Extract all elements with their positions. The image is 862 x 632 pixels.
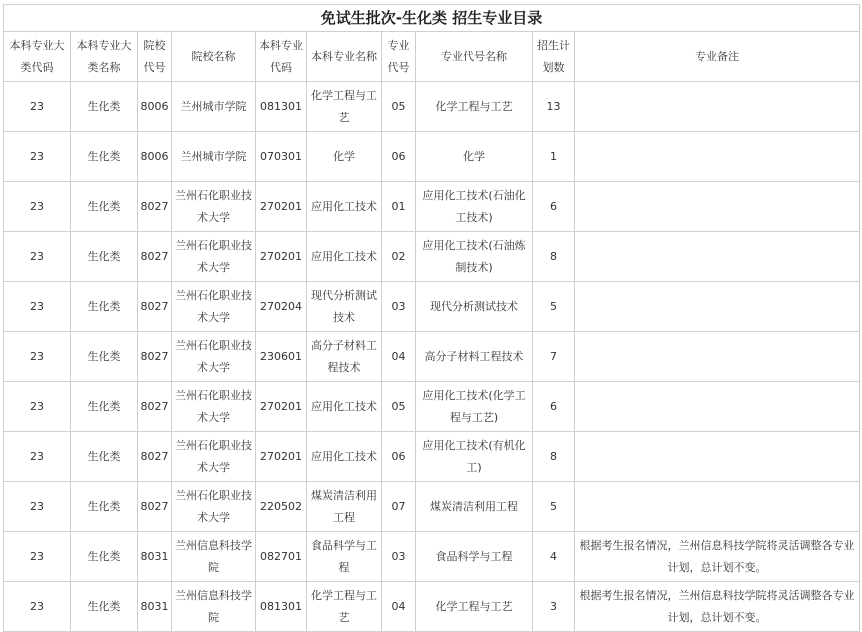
column-header: 专业代号名称 bbox=[416, 32, 533, 82]
column-header: 本科专业代码 bbox=[256, 32, 307, 82]
remark-cell bbox=[575, 332, 860, 382]
table-row bbox=[4, 432, 860, 482]
table-cell: 082701 bbox=[256, 532, 307, 582]
table-cell: 8006 bbox=[138, 82, 172, 132]
table-cell: 应用化工技术(化学工程与工艺) bbox=[416, 382, 533, 432]
table-cell: 6 bbox=[533, 182, 575, 232]
table-cell: 23 bbox=[4, 232, 71, 282]
table-cell: 生化类 bbox=[71, 482, 138, 532]
table-cell: 23 bbox=[4, 432, 71, 482]
table-cell: 煤炭清洁利用工程 bbox=[416, 482, 533, 532]
remark-cell bbox=[575, 382, 860, 432]
table-cell: 5 bbox=[533, 282, 575, 332]
column-header: 招生计划数 bbox=[533, 32, 575, 82]
table-cell: 食品科学与工程 bbox=[416, 532, 533, 582]
table-cell: 食品科学与工程 bbox=[307, 532, 382, 582]
remark-cell bbox=[575, 432, 860, 482]
table-cell: 兰州城市学院 bbox=[172, 132, 256, 182]
table-cell: 兰州城市学院 bbox=[172, 82, 256, 132]
table-cell: 应用化工技术(石油化工技术) bbox=[416, 182, 533, 232]
table-cell: 生化类 bbox=[71, 282, 138, 332]
table-cell: 8027 bbox=[138, 282, 172, 332]
table-cell: 8027 bbox=[138, 432, 172, 482]
table-cell: 05 bbox=[382, 82, 416, 132]
table-cell: 兰州石化职业技术大学 bbox=[172, 282, 256, 332]
table-cell: 生化类 bbox=[71, 582, 138, 632]
table-cell: 081301 bbox=[256, 82, 307, 132]
table-cell: 270201 bbox=[256, 182, 307, 232]
table-cell: 07 bbox=[382, 482, 416, 532]
table-cell: 23 bbox=[4, 282, 71, 332]
table-cell: 兰州石化职业技术大学 bbox=[172, 182, 256, 232]
table-cell: 8027 bbox=[138, 482, 172, 532]
table-cell: 03 bbox=[382, 532, 416, 582]
remark-cell bbox=[575, 182, 860, 232]
table-cell: 8031 bbox=[138, 532, 172, 582]
column-header: 院校代号 bbox=[138, 32, 172, 82]
table-cell: 化学 bbox=[416, 132, 533, 182]
table-cell: 8027 bbox=[138, 182, 172, 232]
table-cell: 23 bbox=[4, 532, 71, 582]
table-cell: 270204 bbox=[256, 282, 307, 332]
header-row bbox=[4, 32, 860, 82]
table-cell: 8027 bbox=[138, 232, 172, 282]
table-cell: 化学工程与工艺 bbox=[307, 582, 382, 632]
table-cell: 兰州石化职业技术大学 bbox=[172, 332, 256, 382]
table-cell: 270201 bbox=[256, 232, 307, 282]
table-row bbox=[4, 282, 860, 332]
table-cell: 02 bbox=[382, 232, 416, 282]
table-cell: 化学工程与工艺 bbox=[307, 82, 382, 132]
table-row bbox=[4, 332, 860, 382]
table-cell: 8027 bbox=[138, 332, 172, 382]
table-cell: 1 bbox=[533, 132, 575, 182]
table-cell: 生化类 bbox=[71, 432, 138, 482]
table-cell: 生化类 bbox=[71, 182, 138, 232]
table-cell: 23 bbox=[4, 132, 71, 182]
remark-cell bbox=[575, 82, 860, 132]
table-cell: 270201 bbox=[256, 432, 307, 482]
column-header: 院校名称 bbox=[172, 32, 256, 82]
remark-cell: 根据考生报名情况，兰州信息科技学院将灵活调整各专业计划，总计划不变。 bbox=[575, 582, 860, 632]
table-row bbox=[4, 132, 860, 182]
table-cell: 现代分析测试技术 bbox=[416, 282, 533, 332]
table-cell: 06 bbox=[382, 432, 416, 482]
table-cell: 兰州信息科技学院 bbox=[172, 532, 256, 582]
table-cell: 应用化工技术(有机化工) bbox=[416, 432, 533, 482]
column-header: 本科专业大类名称 bbox=[71, 32, 138, 82]
column-header: 专业代号 bbox=[382, 32, 416, 82]
table-cell: 现代分析测试技术 bbox=[307, 282, 382, 332]
table-cell: 应用化工技术 bbox=[307, 232, 382, 282]
remark-cell bbox=[575, 132, 860, 182]
table-cell: 03 bbox=[382, 282, 416, 332]
column-header: 本科专业名称 bbox=[307, 32, 382, 82]
table-cell: 01 bbox=[382, 182, 416, 232]
table-cell: 230601 bbox=[256, 332, 307, 382]
page-title: 免试生批次-生化类 招生专业目录 bbox=[4, 5, 860, 32]
table-cell: 081301 bbox=[256, 582, 307, 632]
table-cell: 7 bbox=[533, 332, 575, 382]
column-header: 本科专业大类代码 bbox=[4, 32, 71, 82]
table-row bbox=[4, 532, 860, 582]
table-cell: 应用化工技术(石油炼制技术) bbox=[416, 232, 533, 282]
catalog-table bbox=[3, 4, 860, 632]
table-cell: 生化类 bbox=[71, 82, 138, 132]
table-cell: 5 bbox=[533, 482, 575, 532]
table-cell: 生化类 bbox=[71, 332, 138, 382]
table-body bbox=[4, 82, 860, 632]
table-cell: 23 bbox=[4, 332, 71, 382]
remark-cell bbox=[575, 482, 860, 532]
table-cell: 应用化工技术 bbox=[307, 432, 382, 482]
table-cell: 生化类 bbox=[71, 382, 138, 432]
table-cell: 05 bbox=[382, 382, 416, 432]
table-cell: 04 bbox=[382, 582, 416, 632]
table-cell: 应用化工技术 bbox=[307, 182, 382, 232]
table-cell: 06 bbox=[382, 132, 416, 182]
table-cell: 6 bbox=[533, 382, 575, 432]
table-cell: 化学工程与工艺 bbox=[416, 582, 533, 632]
table-cell: 生化类 bbox=[71, 532, 138, 582]
table-cell: 化学工程与工艺 bbox=[416, 82, 533, 132]
table-cell: 070301 bbox=[256, 132, 307, 182]
table-cell: 高分子材料工程技术 bbox=[307, 332, 382, 382]
table-cell: 4 bbox=[533, 532, 575, 582]
table-row bbox=[4, 582, 860, 632]
table-cell: 04 bbox=[382, 332, 416, 382]
table-cell: 23 bbox=[4, 182, 71, 232]
table-cell: 8 bbox=[533, 232, 575, 282]
table-cell: 高分子材料工程技术 bbox=[416, 332, 533, 382]
table-cell: 8006 bbox=[138, 132, 172, 182]
table-cell: 生化类 bbox=[71, 132, 138, 182]
table-cell: 23 bbox=[4, 82, 71, 132]
table-row bbox=[4, 182, 860, 232]
table-cell: 化学 bbox=[307, 132, 382, 182]
table-cell: 13 bbox=[533, 82, 575, 132]
remark-cell: 根据考生报名情况，兰州信息科技学院将灵活调整各专业计划，总计划不变。 bbox=[575, 532, 860, 582]
table-cell: 3 bbox=[533, 582, 575, 632]
table-row bbox=[4, 232, 860, 282]
table-cell: 220502 bbox=[256, 482, 307, 532]
table-cell: 兰州石化职业技术大学 bbox=[172, 382, 256, 432]
table-row bbox=[4, 82, 860, 132]
table-cell: 兰州信息科技学院 bbox=[172, 582, 256, 632]
table-cell: 兰州石化职业技术大学 bbox=[172, 432, 256, 482]
table-cell: 8 bbox=[533, 432, 575, 482]
table-cell: 270201 bbox=[256, 382, 307, 432]
table-cell: 8027 bbox=[138, 382, 172, 432]
table-cell: 煤炭清洁利用工程 bbox=[307, 482, 382, 532]
remark-cell bbox=[575, 232, 860, 282]
table-cell: 兰州石化职业技术大学 bbox=[172, 232, 256, 282]
table-cell: 23 bbox=[4, 382, 71, 432]
table-cell: 兰州石化职业技术大学 bbox=[172, 482, 256, 532]
table-cell: 23 bbox=[4, 482, 71, 532]
table-cell: 8031 bbox=[138, 582, 172, 632]
table-cell: 应用化工技术 bbox=[307, 382, 382, 432]
table-cell: 23 bbox=[4, 582, 71, 632]
table-row bbox=[4, 482, 860, 532]
remark-cell bbox=[575, 282, 860, 332]
column-header: 专业备注 bbox=[575, 32, 860, 82]
table-row bbox=[4, 382, 860, 432]
table-cell: 生化类 bbox=[71, 232, 138, 282]
